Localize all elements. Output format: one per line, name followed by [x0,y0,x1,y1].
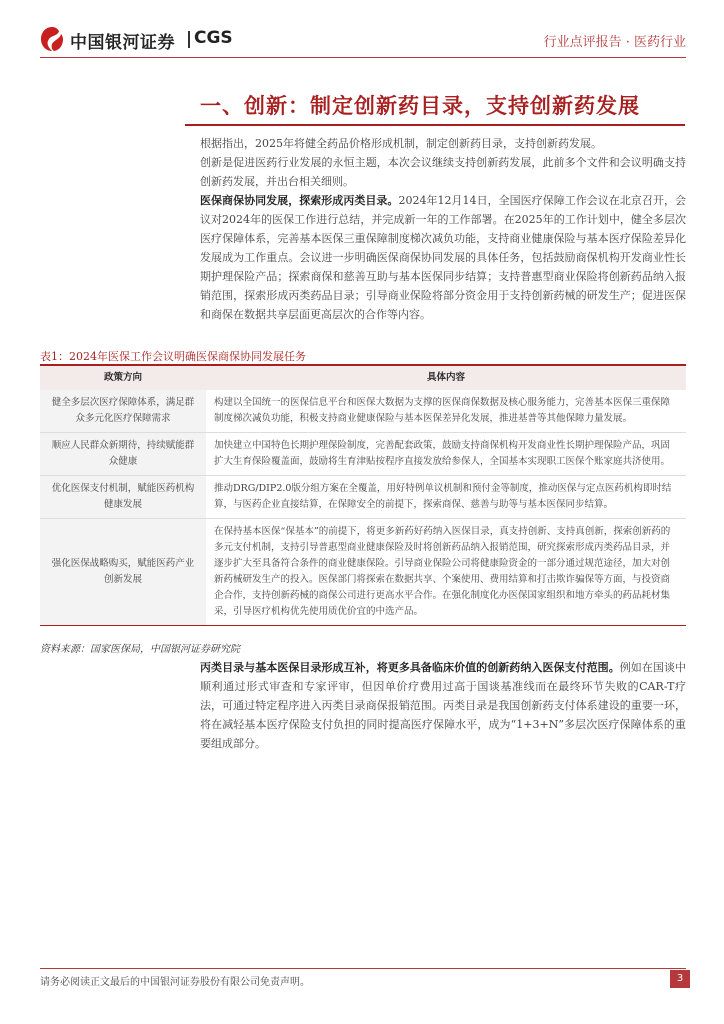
table-row [40,519,686,626]
footer-disclaimer: 请务必阅读正文最后的中国银河证券股份有限公司免责声明。 [40,977,310,988]
paragraph-3-body: 2024年12月14日，全国医疗保障工作会议在北京召开，会议对2024年的医保工作进行总结，并完成新一年的工作部署。在2025年的工作计划中，健全多层次医疗保障体系，完善基本医保三重保障制度梯次减负功能，支持商业健康保险与基本医疗保险差异化发展成为工作重点。会议进一步明确医保商保协同发展的具体任务，包括鼓励商保机构开发商业性长期护理保险产品；探索商保和慈善互助与基本医保同步结算；支持普惠型商业保险将创新药品纳入报销范围，探索形成丙类药品目录；引导商业保险将部分资金用于支持创新药械的研发生产；促进医保和商保在数据共享层面更高层次的合作等内容。 [200,194,687,321]
page-header [0,0,724,60]
row-direction: 顺应人民群众新期待，持续赋能群众健康 [40,433,206,476]
brand-name-en: CGS [194,28,233,48]
logo-divider [188,31,190,48]
paragraph-3-lead: 医保商保协同发展，探索形成丙类目录。 [200,194,399,207]
brand-name-cn: 中国银河证券 [70,33,175,53]
row-content: 推动DRG/DIP2.0版分组方案在全覆盖，用好特例单议机制和预付金等制度，推动医保与定点医药机构即时结算，与医药企业直接结算，在保障安全的前提下，探索商保、慈善与助等与基本医保同步结算。 [206,476,686,519]
table-source: 资料来源：国家医保局，中国银河证券研究院 [40,644,240,655]
row-content: 在保持基本医保“保基本”的前提下，将更多新药好药纳入医保目录，真支持创新、支持真创新，探索创新药的多元支付机制，支持引导普惠型商业健康保险及时将创新药品纳入报销范围，研究探索形成丙类药品目录，并逐步扩大至具备符合条件的商业健康保险。引导商业保险公司将健康险资金的一部分通过规范途径，加大对创新药械研发生产的投入。医保部门将探索在数据共享、个案使用、费用结算和打击欺诈骗保等方面，与投资商企合作，支持创新药械的商保公司进行更高水平合作。在强化制度化办医保国家组织和地方牵头的药品耗材集采，引导医疗机构优先使用质优价宜的中选产品。 [206,519,686,626]
row-direction: 健全多层次医疗保障体系，满足群众多元化医疗保障需求 [40,390,206,433]
table-caption: 表1：2024年医保工作会议明确医保商保协同发展任务 [40,350,306,363]
paragraph-2: 创新是促进医药行业发展的永恒主题，本次会议继续支持创新药发展，此前多个文件和会议明确支持创新药发展，并出台相关细则。 [200,156,686,188]
footer-divider [40,968,686,969]
row-direction: 强化医保战略购买，赋能医药产业创新发展 [40,519,206,626]
paragraph-4 [200,658,686,753]
galaxy-logo-icon [40,26,64,52]
page-number: 3 [670,970,690,988]
section-title: 一、创新：制定创新药目录，支持创新药发展 [200,93,640,118]
paragraph-1: 根据指出，2025年将健全药品价格形成机制，制定创新药目录，支持创新药发展。 [200,137,602,150]
section-title-underline [185,124,685,126]
row-direction: 优化医保支付机制，赋能医药机构健康发展 [40,476,206,519]
table-row [40,476,686,519]
header-content: 具体内容 [206,365,686,390]
policy-table [40,364,686,626]
paragraph-4-lead: 丙类目录与基本医保目录形成互补，将更多具备临床价值的创新药纳入医保支付范围。 [200,661,620,674]
header-divider [40,57,686,58]
row-content: 构建以全国统一的医保信息平台和医保大数据为支撑的医保商保数据及核心服务能力，完善基本医保三重保障制度梯次减负功能，积极支持商业健康保险与基本医保差异化发展，推进基普等其他保障力量发展。 [206,390,686,433]
table-header-row [40,365,686,390]
paragraph-3 [200,191,686,324]
row-content: 加快建立中国特色长期护理保险制度，完善配套政策，鼓励支持商保机构开发商业性长期护理保险产品，巩固扩大生育保险覆盖面，鼓励将生育津贴按程序直接发放给参保人，全国基本实现职工医保个账家庭共济使用。 [206,433,686,476]
table-row [40,433,686,476]
header-direction: 政策方向 [40,365,206,390]
report-type-label: 行业点评报告 · 医药行业 [543,35,686,50]
table-row [40,390,686,433]
paragraph-4-body: 例如在国谈中顺利通过形式审查和专家评审，但因单价疗费用过高于国谈基准线而在最终环节失败的CAR-T疗法，可通过特定程序进入丙类目录商保报销范围。丙类目录是我国创新药支付体系建设的重要一环，将在减轻基本医疗保险支付负担的同时提高医疗保障水平，成为“1+3+N”多层次医疗保障体系的重要组成部分。 [200,661,686,750]
